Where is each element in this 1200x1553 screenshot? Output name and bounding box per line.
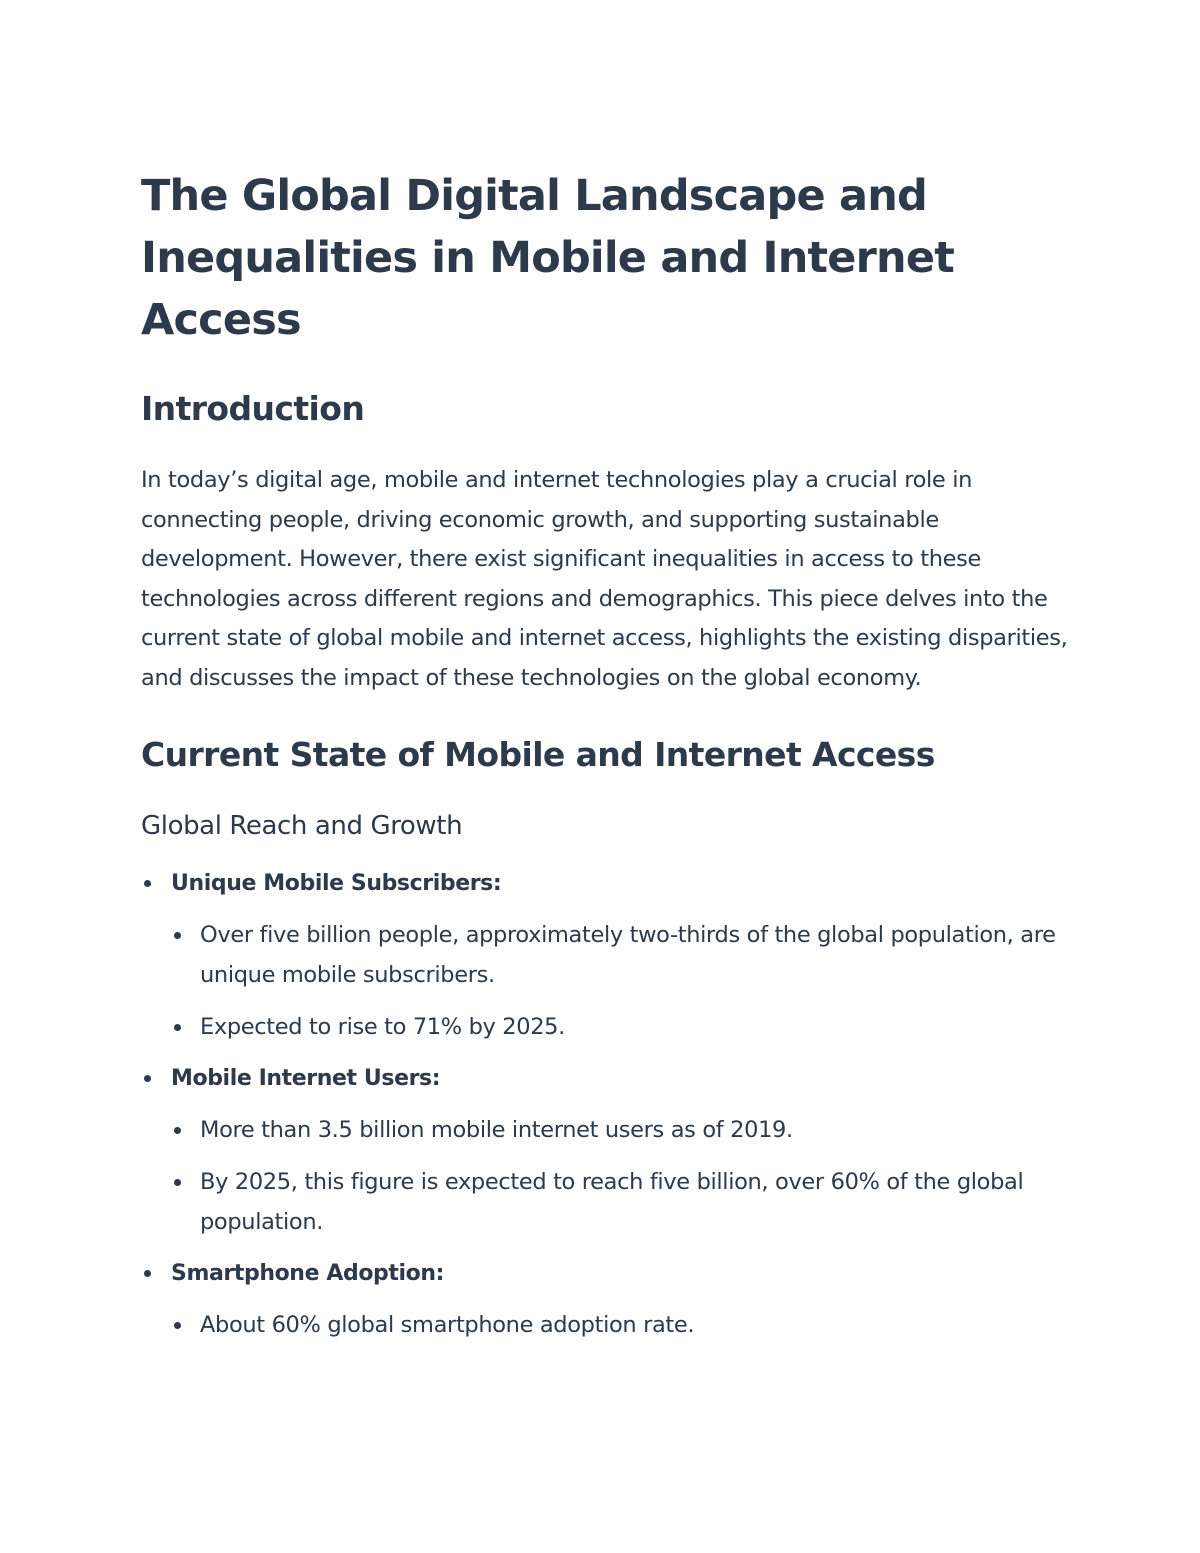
sub-list-item-text: By 2025, this figure is expected to reach five billion, over 60% of the global population.: [200, 1169, 1024, 1235]
sub-list-item-text: Over five billion people, approximately two-thirds of the global population, are unique mobile subscribers.: [200, 922, 1056, 988]
bullet-icon: [144, 1270, 151, 1277]
stats-list: [141, 864, 1071, 1345]
sub-list-item: [171, 1162, 1071, 1242]
sub-list-item: [171, 1007, 1071, 1047]
list-item: [141, 864, 1071, 1047]
sub-list-item: [171, 1305, 1071, 1345]
list-item: [141, 1254, 1071, 1345]
sub-list-item-text: Expected to rise to 71% by 2025.: [200, 1014, 565, 1040]
document-page: [141, 165, 1071, 1345]
bullet-icon: [144, 880, 151, 887]
introduction-paragraph: In today’s digital age, mobile and internet technologies play a crucial role in connecting people, driving economic growth, and supporting sustainable development. However, there exist significant inequalities in access to these technologies across different regions and demographics. This piece delves into the current state of global mobile and internet access, highlights the existing disparities, and discusses the impact of these technologies on the global economy.: [141, 467, 1068, 691]
list-item-label: Smartphone Adoption:: [171, 1261, 445, 1286]
bullet-icon: [174, 1179, 181, 1186]
sub-list-item: [171, 915, 1071, 995]
bullet-icon: [174, 1127, 181, 1134]
introduction-heading: Introduction: [141, 389, 365, 428]
bullet-icon: [174, 1024, 181, 1031]
bullet-icon: [144, 1075, 151, 1082]
list-item-label: Unique Mobile Subscribers:: [171, 871, 502, 896]
sub-list-item-text: More than 3.5 billion mobile internet users as of 2019.: [200, 1117, 793, 1143]
list-item: [141, 1059, 1071, 1242]
current-state-heading: Current State of Mobile and Internet Access: [141, 735, 935, 774]
list-item-label: Mobile Internet Users:: [171, 1066, 441, 1091]
page-title: The Global Digital Landscape and Inequalities in Mobile and Internet Access: [141, 171, 954, 345]
global-reach-subheading: Global Reach and Growth: [141, 811, 463, 841]
sub-list-item: [171, 1110, 1071, 1150]
bullet-icon: [174, 932, 181, 939]
sub-list: [171, 1110, 1071, 1242]
sub-list: [171, 1305, 1071, 1345]
sub-list-item-text: About 60% global smartphone adoption rate.: [200, 1312, 695, 1338]
sub-list: [171, 915, 1071, 1047]
bullet-icon: [174, 1322, 181, 1329]
